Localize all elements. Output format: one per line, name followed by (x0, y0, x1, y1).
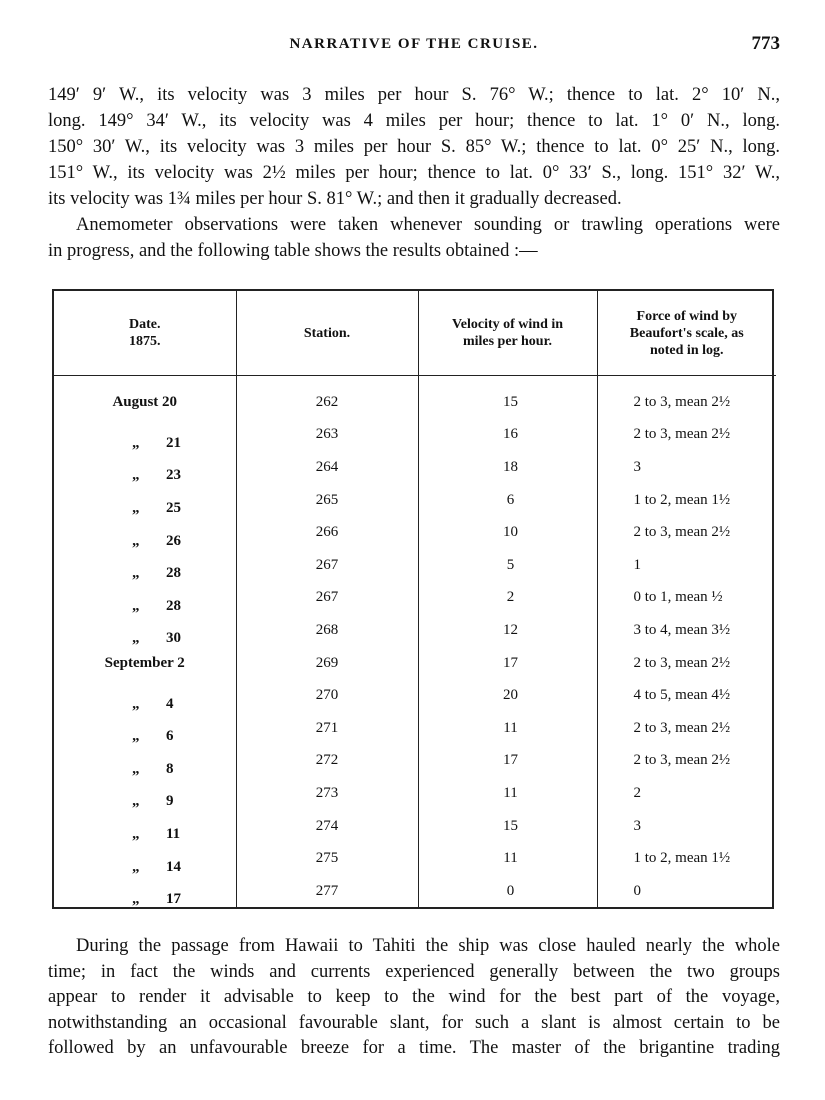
station-cell: 273 (236, 777, 418, 810)
velocity-cell: 0 (418, 875, 597, 908)
velocity-cell: 6 (418, 484, 597, 517)
table-row (54, 679, 776, 712)
paragraph-anemometer-intro (48, 212, 780, 264)
table-header-row (54, 291, 776, 376)
force-cell: 3 to 4, mean 3½ (597, 614, 776, 647)
page-number: 773 (751, 33, 780, 54)
ditto-mark: „ (132, 565, 140, 582)
station-cell: 274 (236, 810, 418, 843)
force-cell: 2 to 3, mean 2½ (597, 647, 776, 680)
ditto-mark: „ (132, 630, 140, 647)
table-row (54, 419, 776, 452)
text-line: followed by an unfavourable breeze for a time. The master of the brigantine trading (48, 1038, 780, 1058)
velocity-cell: 12 (418, 614, 597, 647)
velocity-cell: 15 (418, 810, 597, 843)
velocity-cell: 5 (418, 549, 597, 582)
ditto-mark: „ (132, 467, 140, 484)
table-row (54, 582, 776, 615)
text-line: its velocity was 1¾ miles per hour S. 81° W.; and then it gradually decreased. (48, 189, 622, 209)
date-day: 6 (166, 728, 174, 745)
velocity-cell: 16 (418, 419, 597, 452)
text-line: appear to render it advisable to keep to the wind for the best part of the voyage, (48, 987, 780, 1007)
ditto-mark: „ (132, 597, 140, 614)
date-cell (54, 777, 236, 810)
force-cell: 1 (597, 549, 776, 582)
table-row (54, 875, 776, 908)
date-cell (54, 549, 236, 582)
ditto-mark: „ (132, 858, 140, 875)
force-cell: 0 to 1, mean ½ (597, 582, 776, 615)
station-cell: 271 (236, 712, 418, 745)
table-row (54, 712, 776, 745)
velocity-cell: 11 (418, 777, 597, 810)
date-cell (54, 810, 236, 843)
velocity-cell: 10 (418, 516, 597, 549)
text-line: Anemometer observations were taken whenever sounding or trawling operations were (76, 215, 780, 235)
header-force: Force of wind by Beaufort's scale, as noted in log. (597, 291, 776, 376)
date-cell (54, 376, 236, 419)
force-cell: 2 (597, 777, 776, 810)
date-day: 21 (166, 434, 181, 451)
ditto-mark: „ (132, 695, 140, 712)
table-row (54, 777, 776, 810)
text-line: time; in fact the winds and currents experienced generally between the two groups (48, 961, 780, 982)
date-day: 4 (166, 695, 174, 712)
table-row (54, 484, 776, 517)
date-day: 8 (166, 760, 174, 777)
paragraph-passage-hawaii-tahiti (48, 934, 780, 1062)
header-station: Station. (236, 291, 418, 376)
force-cell: 2 to 3, mean 2½ (597, 712, 776, 745)
table-row (54, 745, 776, 778)
velocity-cell: 20 (418, 679, 597, 712)
station-cell: 275 (236, 842, 418, 875)
header-velocity: Velocity of wind in miles per hour. (418, 291, 597, 376)
date-cell (54, 484, 236, 517)
station-cell: 268 (236, 614, 418, 647)
force-cell: 1 to 2, mean 1½ (597, 484, 776, 517)
station-cell: 270 (236, 679, 418, 712)
date-cell (54, 712, 236, 745)
running-title: NARRATIVE OF THE CRUISE. (289, 36, 539, 52)
station-cell: 264 (236, 451, 418, 484)
date-cell (54, 875, 236, 908)
velocity-cell: 11 (418, 842, 597, 875)
station-cell: 277 (236, 875, 418, 908)
date-cell (54, 451, 236, 484)
paragraph-wind-velocities (48, 82, 780, 212)
ditto-mark: „ (132, 891, 140, 908)
table-row (54, 451, 776, 484)
velocity-cell: 17 (418, 647, 597, 680)
force-cell: 2 to 3, mean 2½ (597, 516, 776, 549)
date-day: 17 (166, 891, 181, 908)
date-day: 30 (166, 630, 181, 647)
force-cell: 4 to 5, mean 4½ (597, 679, 776, 712)
ditto-mark: „ (132, 760, 140, 777)
text-line: 150° 30′ W., its velocity was 3 miles per hour S. 85° W.; thence to lat. 0° 25′ N., long. (48, 137, 780, 157)
force-cell: 0 (597, 875, 776, 908)
date-cell (54, 419, 236, 452)
table-row (54, 614, 776, 647)
force-cell: 2 to 3, mean 2½ (597, 376, 776, 419)
date-day: 14 (166, 858, 181, 875)
date-cell (54, 614, 236, 647)
station-cell: 269 (236, 647, 418, 680)
velocity-cell: 18 (418, 451, 597, 484)
text-line: notwithstanding an occasional favourable slant, for such a slant is almost certain to be (48, 1012, 780, 1033)
ditto-mark: „ (132, 532, 140, 549)
table-row (54, 842, 776, 875)
station-cell: 266 (236, 516, 418, 549)
date-month: September 2 (104, 654, 185, 671)
station-cell: 265 (236, 484, 418, 517)
text-line: long. 149° 34′ W., its velocity was 4 miles per hour; thence to lat. 1° 0′ N., long. (48, 111, 780, 131)
velocity-cell: 11 (418, 712, 597, 745)
ditto-mark: „ (132, 793, 140, 810)
station-cell: 267 (236, 582, 418, 615)
force-cell: 2 to 3, mean 2½ (597, 419, 776, 452)
header-date: Date. 1875. (54, 291, 236, 376)
date-day: 11 (166, 826, 181, 843)
date-day: 9 (166, 793, 174, 810)
table-row (54, 810, 776, 843)
velocity-cell: 17 (418, 745, 597, 778)
table-row (54, 516, 776, 549)
ditto-mark: „ (132, 500, 140, 517)
date-month: August 20 (112, 393, 178, 410)
force-cell: 3 (597, 810, 776, 843)
date-day: 23 (166, 467, 181, 484)
velocity-cell: 2 (418, 582, 597, 615)
table-row (54, 647, 776, 680)
text-line: During the passage from Hawaii to Tahiti the ship was close hauled nearly the whole (76, 936, 780, 956)
station-cell: 267 (236, 549, 418, 582)
page-header (48, 33, 780, 60)
force-cell: 2 to 3, mean 2½ (597, 745, 776, 778)
ditto-mark: „ (132, 826, 140, 843)
date-cell (54, 516, 236, 549)
date-day: 28 (166, 597, 181, 614)
text-line: 149′ 9′ W., its velocity was 3 miles per hour S. 76° W.; thence to lat. 2° 10′ N., (48, 85, 780, 105)
ditto-mark: „ (132, 434, 140, 451)
station-cell: 272 (236, 745, 418, 778)
date-cell (54, 745, 236, 778)
anemometer-table (52, 289, 774, 909)
station-cell: 262 (236, 376, 418, 419)
table-row (54, 376, 776, 419)
date-day: 25 (166, 500, 181, 517)
station-cell: 263 (236, 419, 418, 452)
table-row (54, 549, 776, 582)
date-cell (54, 582, 236, 615)
date-cell (54, 842, 236, 875)
ditto-mark: „ (132, 728, 140, 745)
date-day: 28 (166, 565, 181, 582)
text-line: in progress, and the following table shows the results obtained :— (48, 241, 538, 261)
date-cell (54, 679, 236, 712)
date-day: 26 (166, 532, 181, 549)
force-cell: 1 to 2, mean 1½ (597, 842, 776, 875)
date-cell (54, 647, 236, 680)
force-cell: 3 (597, 451, 776, 484)
velocity-cell: 15 (418, 376, 597, 419)
text-line: 151° W., its velocity was 2½ miles per hour; thence to lat. 0° 33′ S., long. 151° 32′ W., (48, 163, 780, 183)
